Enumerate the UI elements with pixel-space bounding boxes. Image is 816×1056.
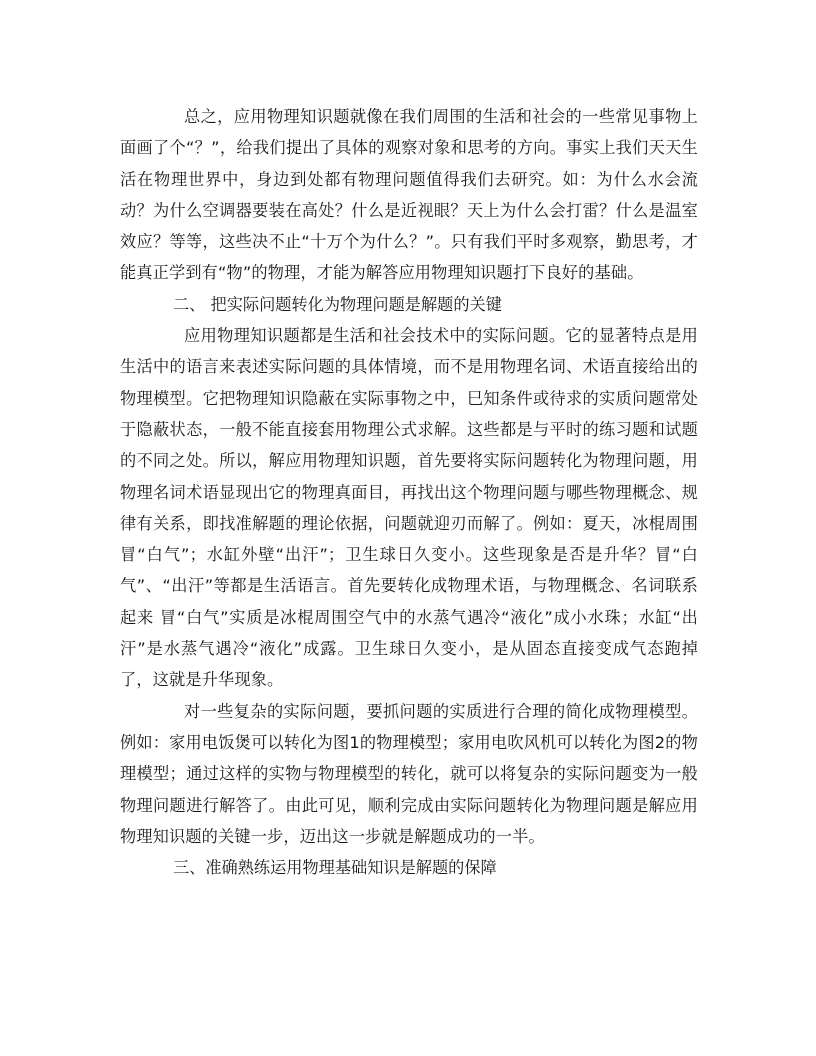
section-heading-2: 二、 把实际问题转化为物理问题是解题的关键 — [173, 294, 502, 314]
paragraph-modeling: 对一些复杂的实际问题，要抓问题的实质进行合理的简化成物理模型。例如：家用电饭煲可以转化为图1的物理模型；家用电吹风机可以转化为图2的物理模型；通过这样的实物与物理模型的转化，就可以将复杂的实际问题变为一般物理问题进行解答了。由此可见，顺利完成由实际问题转化为物理问题是解应用物理知识题的关键一步，迈出这一步就是解题成功的一半。 — [120, 701, 698, 846]
document-page — [120, 101, 698, 883]
paragraph-conversion: 应用物理知识题都是生活和社会技术中的实际问题。它的显著特点是用生活中的语言来表述实际问题的具体情境，而不是用物理名词、术语直接给出的物理模型。它把物理知识隐蔽在实际事物之中，巳知条件或待求的实质问题常处于隐蔽状态，一般不能直接套用物理公式求解。这些都是与平时的练习题和试题的不同之处。所以，解应用物理知识题，首先要将实际问题转化为物理问题，用物理名词术语显现出它的物理真面目，再找出这个物理问题与哪些物理概念、规律有关系，即找准解题的理论依据，问题就迎刃而解了。例如：夏天，冰棍周围冒“白气”；水缸外壁“出汗”；卫生球日久变小。这些现象是否是升华？冒“白气”、“出汗”等都是生活语言。首先要转化成物理术语，与物理概念、名词联系起来 冒“白气”实质是冰棍周围空气中的水蒸气遇冷“液化”成小水珠；水缸“出汗”是水蒸气遇冷“液化”成露。卫生球日久变小，是从固态直接变成气态跑掉了，这就是升华现象。 — [120, 326, 698, 690]
paragraph-summary: 总之，应用物理知识题就像在我们周围的生活和社会的一些常见事物上面画了个“？”，给我们提出了具体的观察对象和思考的方向。事实上我们天天生活在物理世界中，身边到处都有物理问题值得我们去研究。如：为什么水会流动？为什么空调器要装在高处？什么是近视眼？天上为什么会打雷？什么是温室效应？等等，这些决不止“十万个为什么？”。只有我们平时多观察，勤思考，才能真正学到有“物”的物理，才能为解答应用物理知识题打下良好的基础。 — [120, 107, 698, 283]
section-heading-3: 三、准确熟练运用物理基础知识是解题的保障 — [173, 858, 497, 878]
